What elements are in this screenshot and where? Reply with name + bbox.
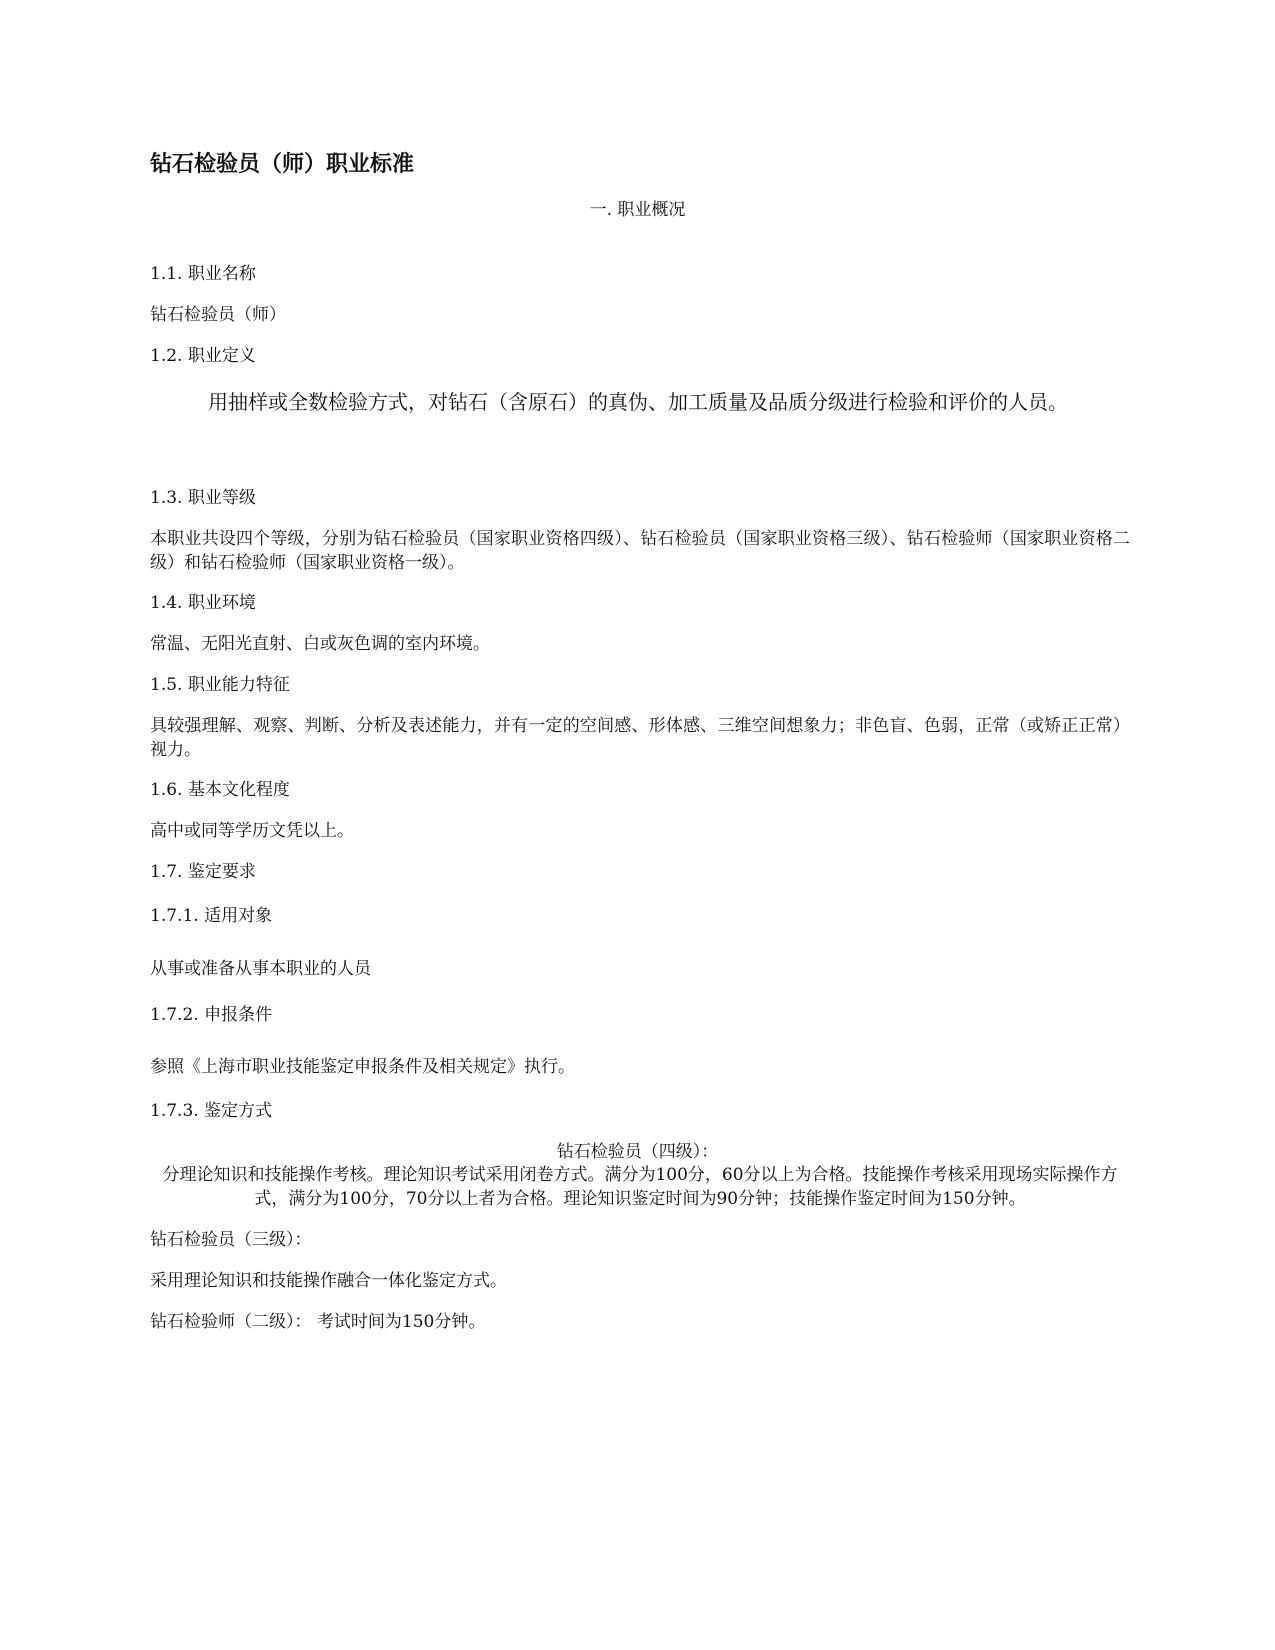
heading-1-4: 1.4. 职业环境 [150, 593, 256, 613]
body-1-7-2: 参照《上海市职业技能鉴定申报条件及相关规定》执行。 [150, 1057, 575, 1077]
level4-label: 钻石检验员（四级）： [556, 1142, 719, 1162]
section-heading: 一. 职业概况 [589, 200, 686, 220]
body-1-4: 常温、无阳光直射、白或灰色调的室内环境。 [150, 634, 490, 654]
body-1-2: 用抽样或全数检验方式，对钻石（含原石）的真伪、加工质量及品质分级进行检验和评价的人员。 [208, 390, 1068, 414]
level4-body: 分理论知识和技能操作考核。理论知识考试采用闭卷方式。满分为100分，60分以上为合格。技能操作考核采用现场实际操作方式，满分为100分，70分以上者为合格。理论知识鉴定时间为90分钟；技能操作鉴定时间为150分钟。 [162, 1165, 1118, 1209]
heading-1-7-2: 1.7.2. 申报条件 [150, 1005, 273, 1025]
heading-1-1: 1.1. 职业名称 [150, 264, 256, 284]
heading-1-7-1: 1.7.1. 适用对象 [150, 906, 273, 926]
heading-1-7-3: 1.7.3. 鉴定方式 [150, 1101, 273, 1121]
body-1-6: 高中或同等学历文凭以上。 [150, 821, 354, 841]
heading-1-3: 1.3. 职业等级 [150, 488, 256, 508]
level2-text: 钻石检验师（二级）： 考试时间为150分钟。 [150, 1312, 486, 1332]
heading-1-6: 1.6. 基本文化程度 [150, 780, 290, 800]
heading-1-5: 1.5. 职业能力特征 [150, 675, 290, 695]
body-1-5: 具较强理解、观察、判断、分析及表述能力，并有一定的空间感、形体感、三维空间想象力；非色盲、色弱，正常（或矫正正常）视力。 [150, 716, 1130, 760]
level3-label: 钻石检验员（三级）： [150, 1230, 312, 1250]
heading-1-7: 1.7. 鉴定要求 [150, 862, 256, 882]
heading-1-2: 1.2. 职业定义 [150, 346, 256, 366]
document-title: 钻石检验员（师）职业标准 [150, 152, 415, 177]
level3-body: 采用理论知识和技能操作融合一体化鉴定方式。 [150, 1271, 507, 1291]
body-1-7-1: 从事或准备从事本职业的人员 [150, 959, 371, 979]
body-1-3: 本职业共设四个等级，分别为钻石检验员（国家职业资格四级）、钻石检验员（国家职业资格三级）、钻石检验师（国家职业资格二级）和钻石检验师（国家职业资格一级）。 [150, 529, 1130, 573]
body-1-1: 钻石检验员（师） [150, 305, 286, 325]
